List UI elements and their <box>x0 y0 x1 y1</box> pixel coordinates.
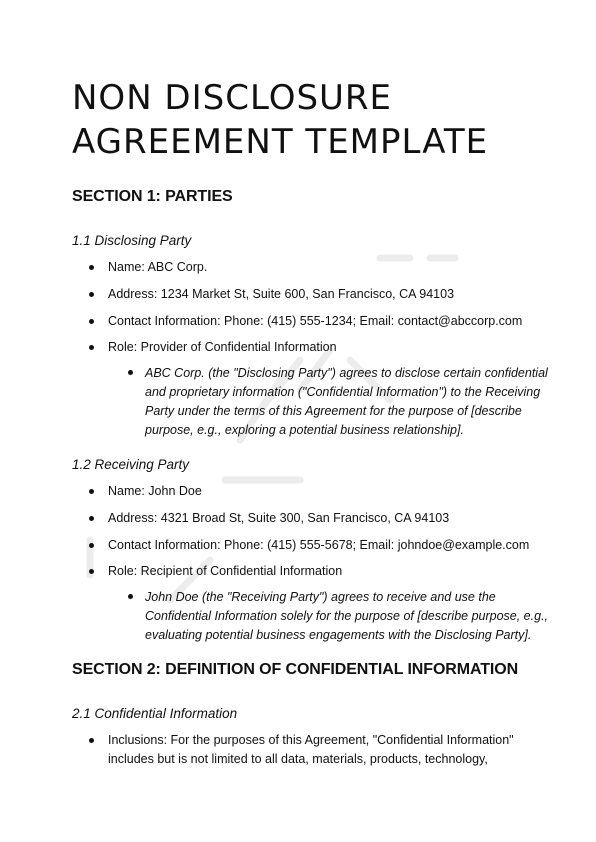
nested-line: and proprietary information ("Confidential Information") to the Receiving <box>145 385 541 399</box>
bullet-dot <box>89 292 94 297</box>
list-item: Address: 1234 Market St, Suite 600, San Francisco, CA 94103 <box>108 287 455 301</box>
nested-paragraph <box>145 364 548 440</box>
bullet-dot <box>89 516 94 521</box>
nested-paragraph <box>145 588 549 645</box>
title-line-1: NON DISCLOSURE <box>72 78 393 118</box>
nested-line: John Doe (the "Receiving Party") agrees to receive and use the <box>145 590 496 604</box>
bullet-dot <box>128 370 133 375</box>
nested-line: Party under the terms of this Agreement for the purpose of [describe <box>145 404 522 418</box>
list-item: Contact Information: Phone: (415) 555-5678; Email: johndoe@example.com <box>108 538 530 552</box>
nested-line: purpose, e.g., exploring a potential business relationship]. <box>145 423 464 437</box>
subsection-2-1-heading: 2.1 Confidential Information <box>72 706 238 721</box>
nested-line: Confidential Information solely for the purpose of [describe purpose, e.g., <box>145 609 549 623</box>
list-item: Role: Recipient of Confidential Information <box>108 564 343 578</box>
bullet-dot <box>89 345 94 350</box>
bullet-dot <box>89 569 94 574</box>
list-item: Address: 4321 Broad St, Suite 300, San Francisco, CA 94103 <box>108 511 450 525</box>
bullet-dot <box>89 738 94 743</box>
subsection-1-2-heading: 1.2 Receiving Party <box>72 457 190 472</box>
section-2-heading: SECTION 2: DEFINITION OF CONFIDENTIAL INFORMATION <box>72 661 519 678</box>
list-item-continuation: includes but is not limited to all data, materials, products, technology, <box>108 752 488 766</box>
bullet-dot <box>89 489 94 494</box>
bullet-dot <box>89 319 94 324</box>
nested-line: ABC Corp. (the "Disclosing Party") agrees to disclose certain confidential <box>145 366 548 380</box>
list-item: Contact Information: Phone: (415) 555-1234; Email: contact@abccorp.com <box>108 314 523 328</box>
list-item: Name: John Doe <box>108 484 202 498</box>
bullet-dot <box>89 543 94 548</box>
list-item: Inclusions: For the purposes of this Agreement, "Confidential Information" <box>108 733 514 747</box>
list-item: Name: ABC Corp. <box>108 260 208 274</box>
bullet-dot <box>89 265 94 270</box>
list-item: Role: Provider of Confidential Information <box>108 340 337 354</box>
subsection-1-1-heading: 1.1 Disclosing Party <box>72 233 192 248</box>
document-title <box>72 76 552 164</box>
bullet-dot <box>128 594 133 599</box>
section-1-heading: SECTION 1: PARTIES <box>72 188 233 205</box>
title-line-2: AGREEMENT TEMPLATE <box>72 122 489 162</box>
nested-line: evaluating potential business engagements with the Disclosing Party]. <box>145 628 532 642</box>
